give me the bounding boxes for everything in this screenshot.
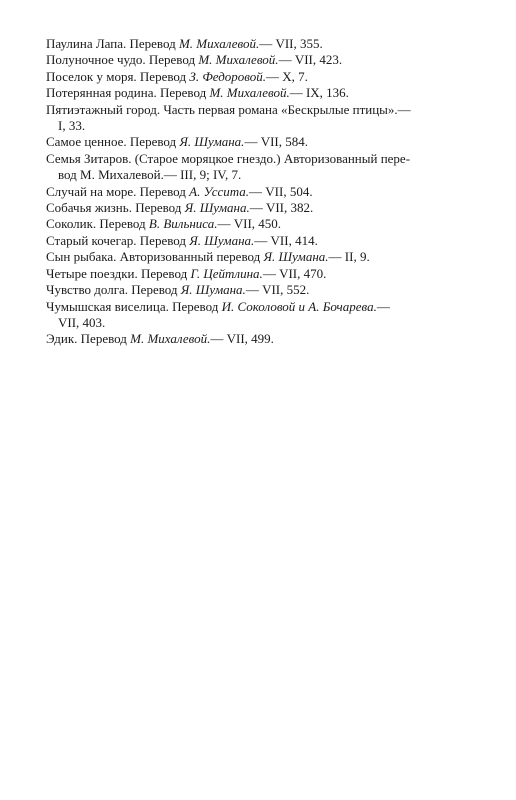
entry-title: Семья Зитаров. (Старое моряцкое гнездо.) Авторизованный пере- — [46, 150, 411, 166]
entry-continuation: вод М. Михалевой.— III, 9; IV, 7. — [58, 167, 242, 183]
entry-reference: — VII, 355. — [259, 36, 323, 51]
entry-translator: Я. Шумана. — [180, 282, 246, 298]
entry-translator: И. Соколовой и А. Бочарева. — [221, 298, 377, 314]
entry-title: Пятиэтажный город. Часть первая романа «Бескрылые птицы». — [46, 101, 398, 117]
entry-translator: М. Михалевой. — [198, 52, 279, 68]
entry-title: Эдик. — [46, 331, 78, 347]
index-entry — [46, 249, 478, 265]
index-entry — [46, 85, 478, 101]
entry-title: Четыре поездки. — [46, 265, 138, 281]
entry-reference: — VII, 584. — [244, 134, 308, 150]
index-entry — [46, 36, 478, 52]
entry-preamble: Перевод — [126, 36, 179, 51]
entry-translator: Я. Шумана. — [263, 249, 329, 265]
entry-preamble: Перевод — [128, 282, 181, 298]
index-entry — [46, 200, 478, 216]
entry-reference: — VII, 450. — [217, 216, 282, 232]
entry-title: Старый кочегар. — [46, 232, 137, 248]
entry-reference: — VII, 470. — [262, 265, 327, 281]
entry-preamble: Перевод — [145, 52, 199, 68]
entry-preamble: Перевод — [131, 200, 185, 216]
index-entry — [46, 102, 478, 135]
entry-preamble: Перевод — [137, 265, 191, 281]
entry-preamble: Авторизованный перевод — [116, 249, 264, 265]
entry-title: Соколик. — [46, 216, 97, 232]
entry-continuation: I, 33. — [58, 118, 86, 134]
entry-title: Сын рыбака. — [46, 249, 117, 265]
entry-translator: М. Михалевой. — [178, 36, 260, 51]
index-entry — [46, 331, 478, 347]
entry-reference: — VII, 504. — [249, 183, 313, 199]
index-entry — [46, 69, 478, 85]
index-entry — [46, 184, 478, 200]
entry-translator: Г. Цейтлина. — [190, 265, 263, 281]
entry-preamble: Перевод — [136, 232, 190, 248]
entry-title: Паулина Лапа. — [46, 36, 127, 51]
entry-title: Случай на море. — [46, 183, 137, 199]
entry-translator: М. Михалевой. — [130, 331, 211, 347]
index-entry — [46, 266, 478, 282]
entry-title: Чумышская виселица. — [46, 298, 169, 314]
entry-continuation: VII, 403. — [58, 314, 106, 330]
entry-preamble: Перевод — [77, 331, 131, 347]
entry-reference: — VII, 382. — [249, 200, 314, 216]
entry-reference: — — [397, 101, 411, 117]
index-entry — [46, 52, 478, 68]
entry-translator: Я. Шумана. — [184, 200, 250, 216]
entry-reference: — II, 9. — [328, 249, 370, 265]
entry-reference: — VII, 499. — [210, 331, 274, 347]
entry-title: Поселок у моря. — [46, 68, 137, 84]
index-entry — [46, 216, 478, 232]
entry-translator: М. Михалевой. — [209, 85, 290, 101]
entry-title: Полуночное чудо. — [46, 52, 146, 68]
index-entry — [46, 233, 478, 249]
entry-reference: — IX, 136. — [289, 85, 349, 101]
entry-title: Собачья жизнь. — [46, 200, 132, 216]
entry-preamble: Перевод — [156, 85, 210, 101]
works-index-list — [46, 36, 478, 348]
entry-preamble: Перевод — [136, 68, 190, 84]
entry-reference: — VII, 414. — [254, 232, 318, 248]
entry-title: Самое ценное. — [46, 134, 127, 150]
entry-translator: Я. Шумана. — [179, 134, 245, 150]
entry-preamble: Перевод — [136, 183, 190, 199]
entry-translator: А. Уссита. — [189, 183, 250, 199]
entry-reference: — — [376, 298, 390, 314]
entry-title: Потерянная родина. — [46, 85, 157, 101]
entry-translator: В. Вильниса. — [148, 216, 218, 232]
entry-preamble: Перевод — [126, 134, 180, 150]
index-entry — [46, 282, 478, 298]
index-entry — [46, 134, 478, 150]
entry-translator: Я. Шумана. — [189, 232, 255, 248]
entry-reference: — VII, 552. — [245, 282, 310, 298]
entry-preamble: Перевод — [168, 298, 222, 314]
entry-title: Чувство долга. — [46, 282, 129, 298]
entry-preamble: Перевод — [96, 216, 149, 232]
index-entry — [46, 299, 478, 332]
entry-reference: — VII, 423. — [278, 52, 343, 68]
entry-translator: З. Федоровой. — [189, 68, 267, 84]
entry-reference: — X, 7. — [266, 68, 308, 84]
index-entry — [46, 151, 478, 184]
